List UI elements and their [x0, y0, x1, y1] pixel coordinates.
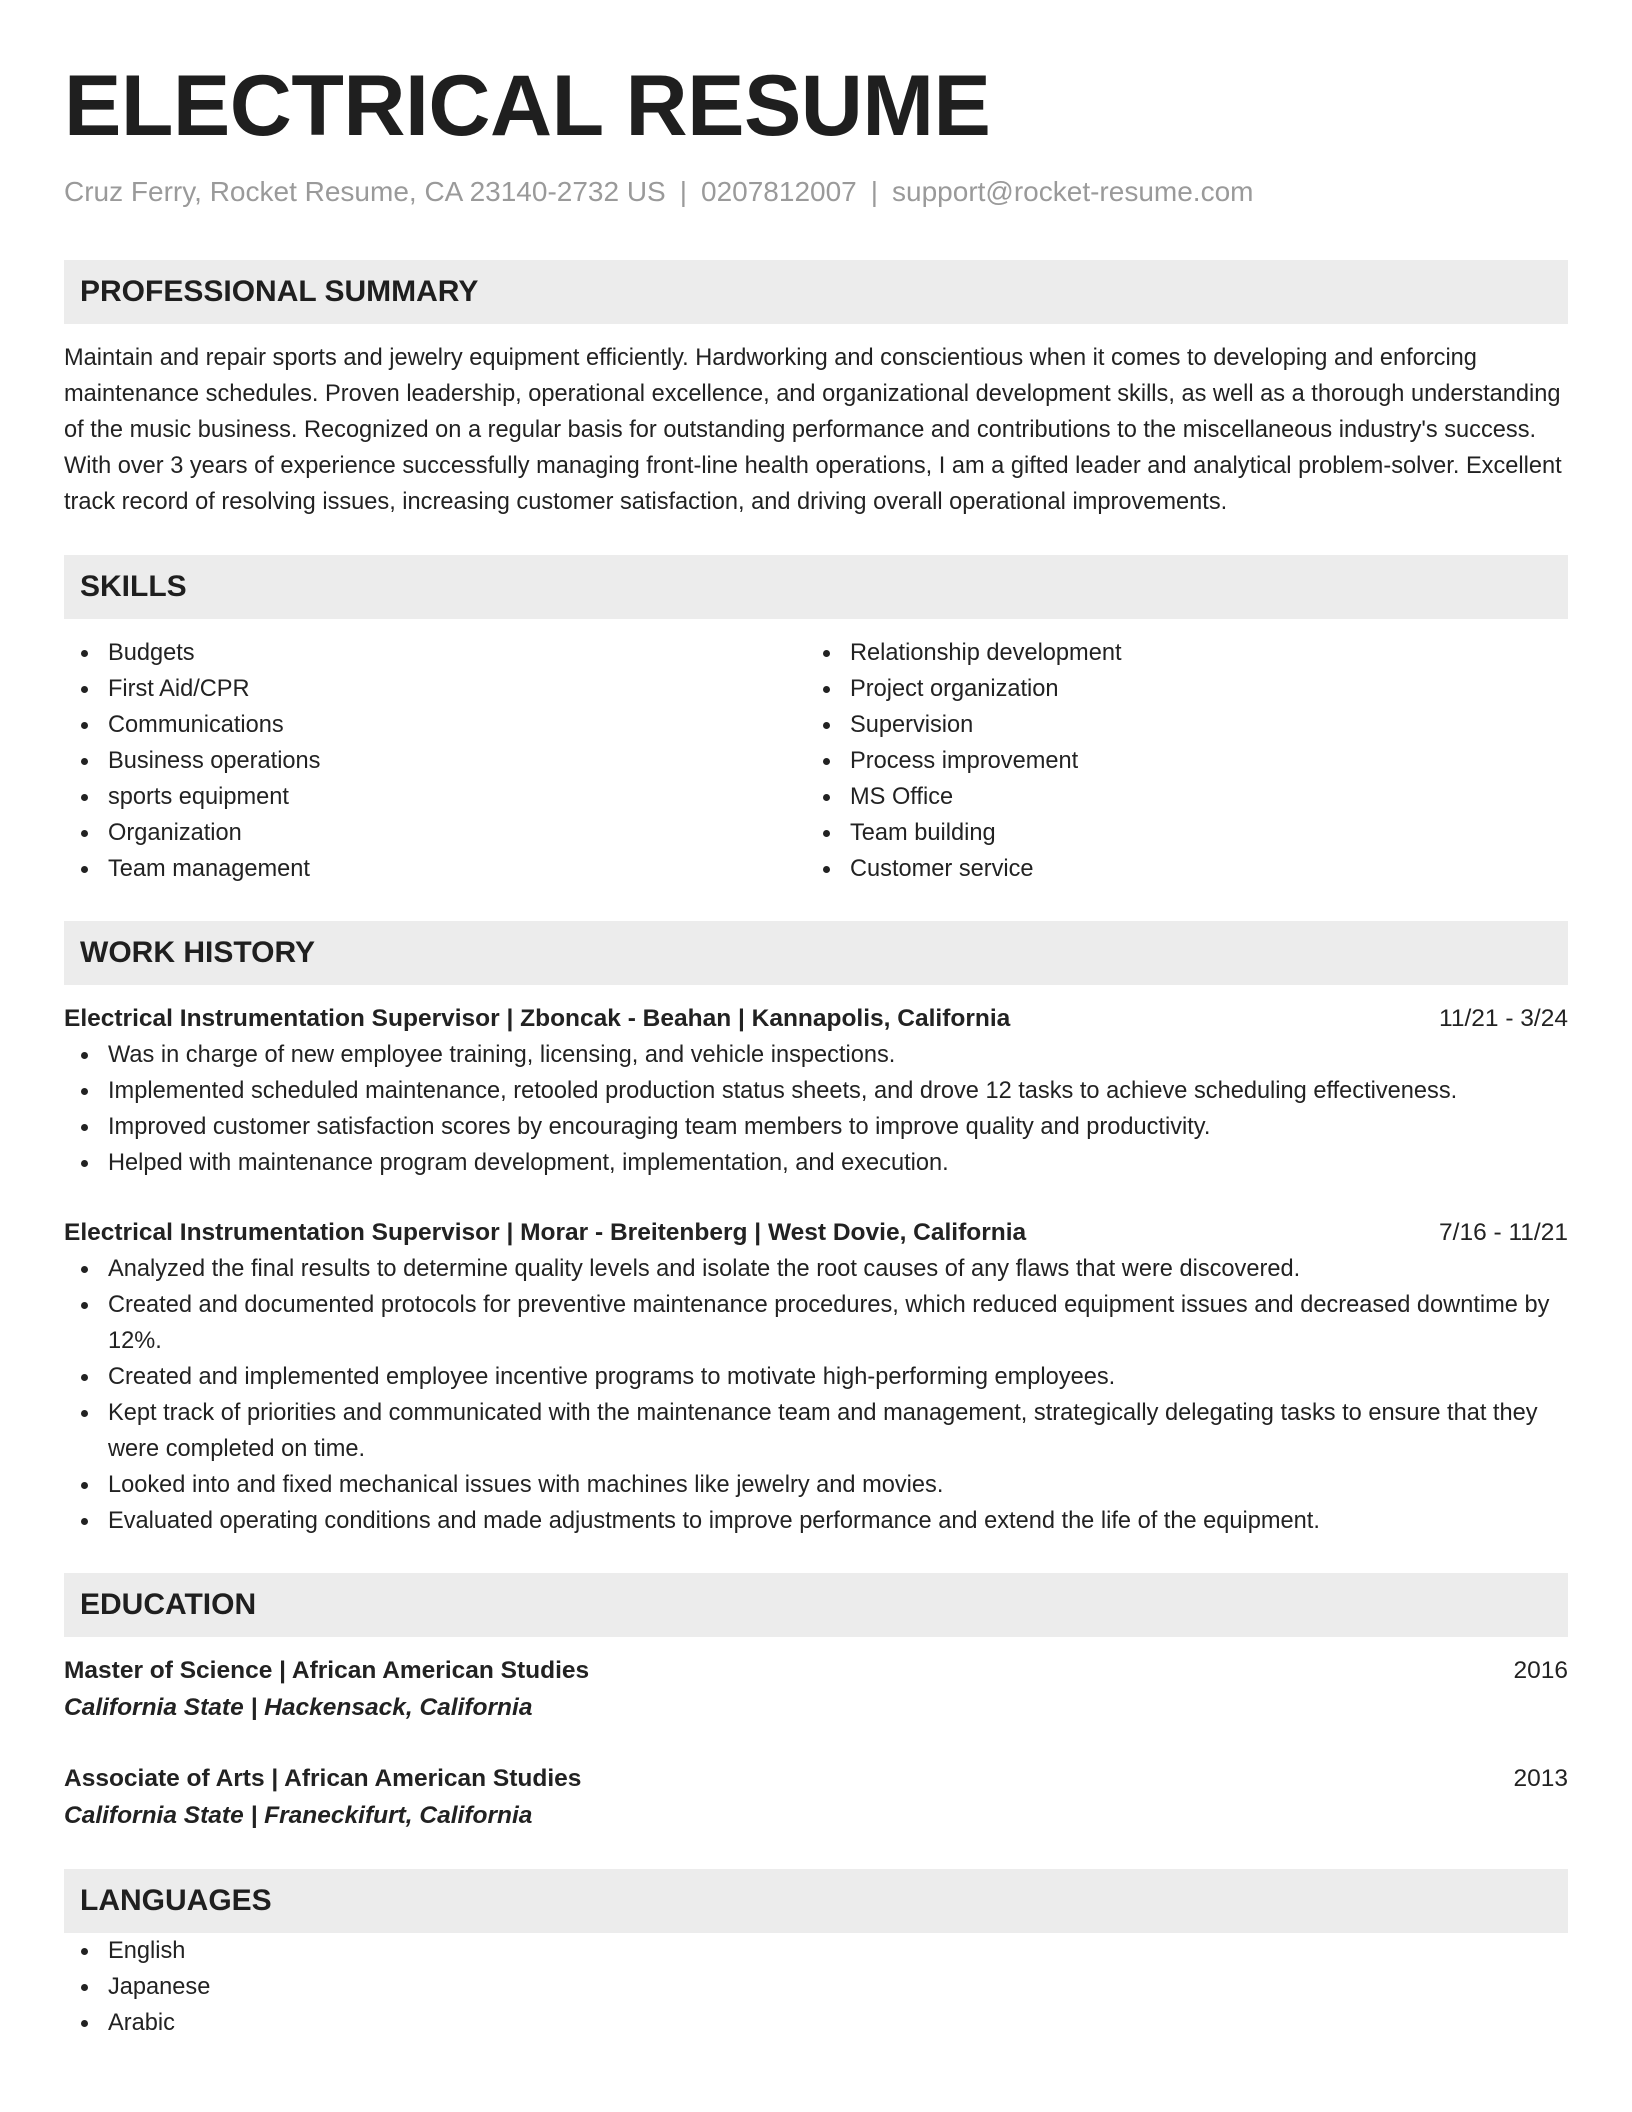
contact-phone: 0207812007 — [701, 176, 857, 207]
education-school: California State | Franeckifurt, California — [64, 1802, 533, 1829]
language-item: English — [64, 1933, 1568, 1969]
skill-item: Budgets — [64, 635, 806, 671]
skills-heading: SKILLS — [64, 555, 1568, 619]
job-title: Electrical Instrumentation Supervisor | Zboncak - Beahan | Kannapolis, California — [64, 1005, 1011, 1032]
skill-item: Organization — [64, 815, 806, 851]
language-item: Arabic — [64, 2005, 1568, 2041]
summary-heading: PROFESSIONAL SUMMARY — [64, 260, 1568, 324]
skill-item: Process improvement — [806, 743, 1548, 779]
skill-item: sports equipment — [64, 779, 806, 815]
work-history-heading: WORK HISTORY — [64, 921, 1568, 985]
education-item — [64, 1761, 1568, 1835]
education-school: California State | Hackensack, California — [64, 1694, 533, 1721]
language-item: Japanese — [64, 1969, 1568, 2005]
skill-item: First Aid/CPR — [64, 671, 806, 707]
job-bullet: Helped with maintenance program development, implementation, and execution. — [64, 1145, 1568, 1181]
job-dates: 11/21 - 3/24 — [1439, 1005, 1568, 1032]
skill-item: Communications — [64, 707, 806, 743]
job-bullets — [64, 1251, 1568, 1539]
skills-column-left — [64, 635, 806, 887]
contact-line — [64, 174, 1568, 210]
skill-item: Customer service — [806, 851, 1548, 887]
job-bullet: Kept track of priorities and communicated with the maintenance team and management, strategically delegating tasks to ensure that they were completed on time. — [64, 1395, 1568, 1467]
education-header — [64, 1761, 1568, 1797]
job-bullets — [64, 1037, 1568, 1181]
contact-address: Cruz Ferry, Rocket Resume, CA 23140-2732 US — [64, 176, 666, 207]
job-dates: 7/16 - 11/21 — [1439, 1219, 1568, 1246]
education-header — [64, 1653, 1568, 1689]
skill-item: Project organization — [806, 671, 1548, 707]
job-title: Electrical Instrumentation Supervisor | Morar - Breitenberg | West Dovie, California — [64, 1219, 1027, 1246]
languages-heading: LANGUAGES — [64, 1869, 1568, 1933]
job-bullet: Implemented scheduled maintenance, retooled production status sheets, and drove 12 tasks to achieve scheduling effectiveness. — [64, 1073, 1568, 1109]
education-degree: Associate of Arts | African American Studies — [64, 1765, 582, 1792]
job-bullet: Analyzed the final results to determine quality levels and isolate the root causes of any flaws that were discovered. — [64, 1251, 1568, 1287]
contact-separator: | — [679, 176, 688, 207]
skill-item: Team building — [806, 815, 1548, 851]
summary-text: Maintain and repair sports and jewelry equipment efficiently. Hardworking and conscientious when it comes to developing and enforcing maintenance schedules. Proven leadership, operational excellence, and organizational development skills, as well as a thorough understanding of the music business. Recognized on a regular basis for outstanding performance and contributions to the miscellaneous industry's success. With over 3 years of experience successfully managing front-line health operations, I am a gifted leader and analytical problem-solver. Excellent track record of resolving issues, increasing customer satisfaction, and driving overall operational improvements. — [64, 345, 1562, 515]
job-bullet: Improved customer satisfaction scores by encouraging team members to improve quality and productivity. — [64, 1109, 1568, 1145]
education-year: 2016 — [1513, 1657, 1568, 1684]
languages-list — [64, 1933, 1568, 2041]
job-header — [64, 1001, 1568, 1037]
skill-item: Supervision — [806, 707, 1548, 743]
skills-list — [64, 635, 1568, 887]
contact-email: support@rocket-resume.com — [892, 176, 1254, 207]
job-bullet: Created and implemented employee incentive programs to motivate high-performing employees. — [64, 1359, 1568, 1395]
education-heading: EDUCATION — [64, 1573, 1568, 1637]
job-header — [64, 1215, 1568, 1251]
education-year: 2013 — [1513, 1765, 1568, 1792]
job-bullet: Evaluated operating conditions and made adjustments to improve performance and extend the life of the equipment. — [64, 1503, 1568, 1539]
job-bullet: Looked into and fixed mechanical issues with machines like jewelry and movies. — [64, 1467, 1568, 1503]
resume-title: ELECTRICAL RESUME — [64, 58, 991, 154]
skill-item: Team management — [64, 851, 806, 887]
education-degree: Master of Science | African American Studies — [64, 1657, 590, 1684]
job-bullet: Was in charge of new employee training, licensing, and vehicle inspections. — [64, 1037, 1568, 1073]
skills-column-right — [806, 635, 1548, 887]
contact-separator: | — [870, 176, 879, 207]
education-item — [64, 1653, 1568, 1727]
job-bullet: Created and documented protocols for preventive maintenance procedures, which reduced equipment issues and decreased downtime by 12%. — [64, 1287, 1568, 1359]
skill-item: MS Office — [806, 779, 1548, 815]
skill-item: Business operations — [64, 743, 806, 779]
skill-item: Relationship development — [806, 635, 1548, 671]
